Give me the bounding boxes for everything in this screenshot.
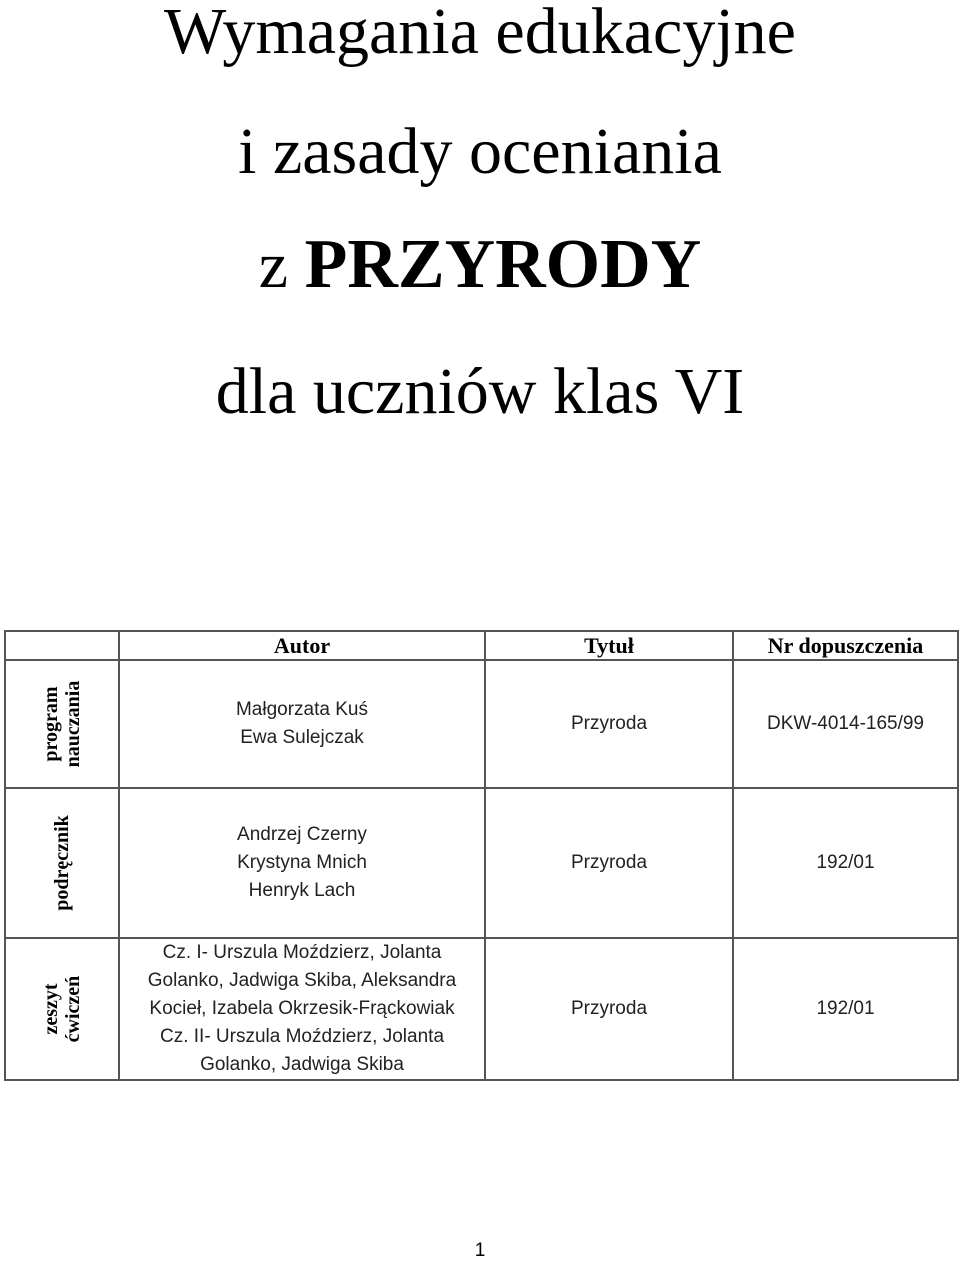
author-cell	[119, 660, 485, 788]
author-line: Cz. I- Urszula Moździerz, Jolanta	[162, 942, 442, 963]
title-cell: Przyroda	[485, 660, 733, 788]
side-label-line: podręcznik	[51, 815, 73, 911]
document-title-line-3	[0, 225, 960, 306]
author-line: Ewa Sulejczak	[240, 727, 364, 748]
author-line: Kocieł, Izabela Okrzesik-Frąckowiak	[149, 998, 455, 1019]
number-cell: DKW-4014-165/99	[733, 660, 958, 788]
table-corner	[5, 631, 119, 660]
number-cell: 192/01	[733, 938, 958, 1080]
header-title: Tytuł	[485, 631, 733, 660]
author-line: Cz. II- Urszula Moździerz, Jolanta	[159, 1026, 445, 1047]
author-line: Andrzej Czerny	[237, 824, 367, 845]
side-label-line: nauczania	[62, 680, 84, 768]
header-approval-number: Nr dopuszczenia	[733, 631, 958, 660]
page-number: 1	[474, 1240, 486, 1261]
textbook-table	[4, 630, 959, 1081]
side-label-line: ćwiczeń	[62, 975, 84, 1043]
side-label-line: program	[40, 686, 62, 762]
row-label-textbook	[5, 788, 119, 938]
header-author: Autor	[119, 631, 485, 660]
table-header-row	[5, 631, 958, 660]
table-row-workbook	[5, 938, 958, 1080]
title-cell: Przyroda	[485, 788, 733, 938]
author-cell	[119, 938, 485, 1080]
title-prefix: z	[258, 229, 305, 302]
document-title-line-4: dla uczniów klas VI	[215, 355, 745, 428]
document-title-line-1: Wymagania edukacyjne	[164, 0, 796, 68]
document-title-line-2: i zasady oceniania	[238, 115, 722, 188]
side-label-line: zeszyt	[40, 983, 62, 1035]
author-line: Golanko, Jadwiga Skiba, Aleksandra	[147, 970, 457, 991]
table-row-program	[5, 660, 958, 788]
title-subject: PRZYRODY	[304, 226, 702, 303]
author-line: Małgorzata Kuś	[235, 699, 368, 720]
author-line: Henryk Lach	[248, 880, 356, 901]
table-row-textbook	[5, 788, 958, 938]
author-line: Golanko, Jadwiga Skiba	[200, 1054, 404, 1075]
author-cell	[119, 788, 485, 938]
title-cell: Przyroda	[485, 938, 733, 1080]
number-cell: 192/01	[733, 788, 958, 938]
row-label-program	[5, 660, 119, 788]
author-line: Krystyna Mnich	[237, 852, 367, 873]
row-label-workbook	[5, 938, 119, 1080]
